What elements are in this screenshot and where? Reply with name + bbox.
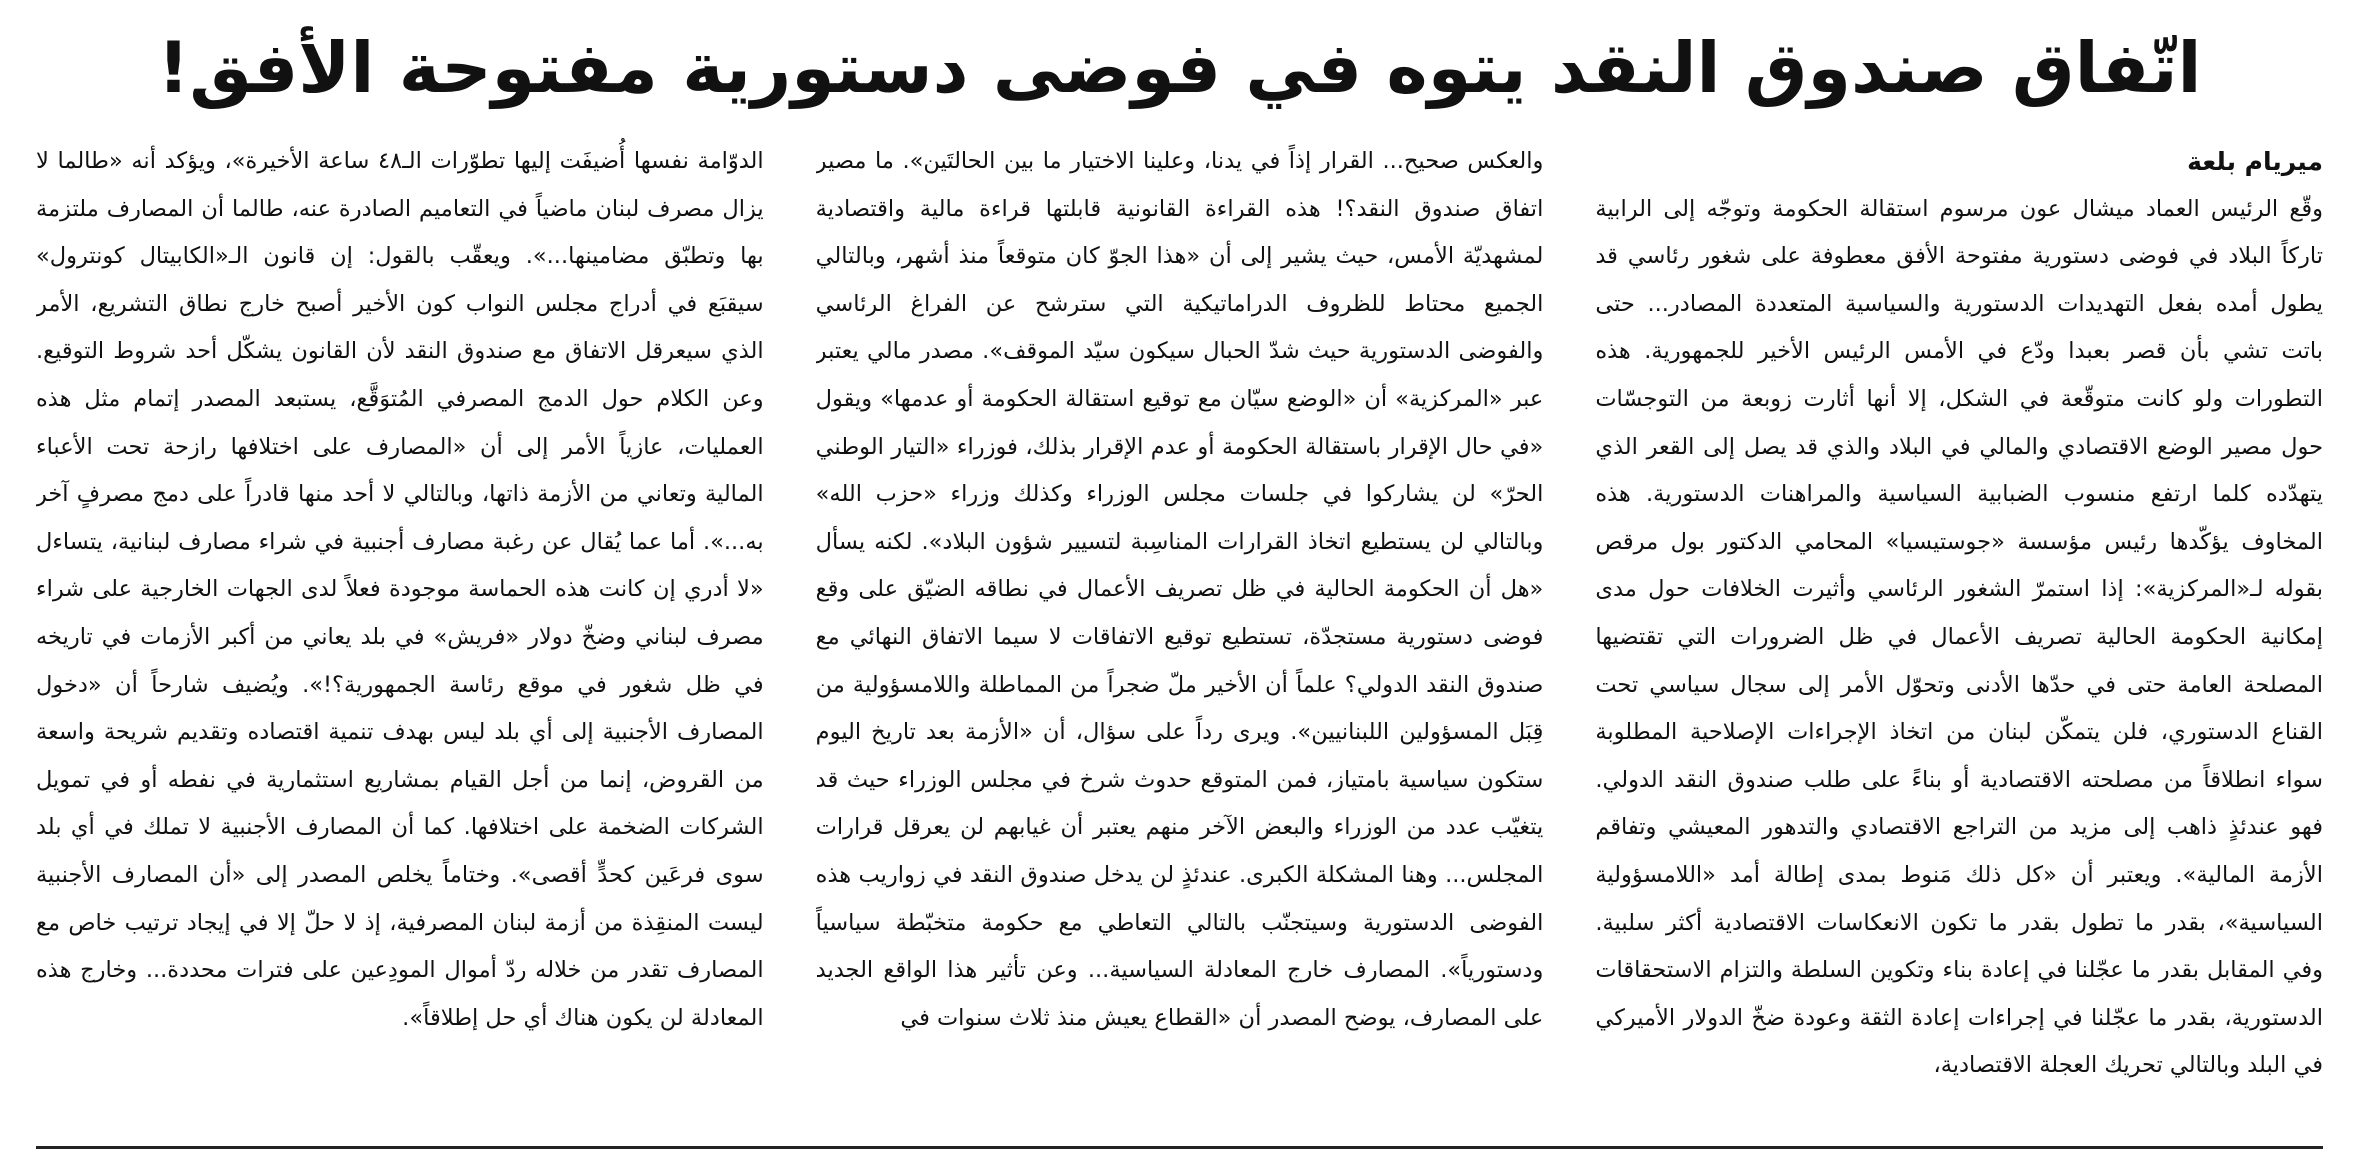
article-paragraph: والعكس صحيح... القرار إذاً في يدنا، وعلينا الاختيار ما بين الحالتَين». ما مصير اتفاق صندوق النقد؟! هذه القراءة القانونية قابلتها قراءة مالية واقتصادية لمشهديّة الأمس، حيث يشير إلى أن «هذا الجوّ كان متوقعاً منذ أشهر، وبالتالي الجميع محتاط للظروف الدراماتيكية التي سترشح عن الفراغ الرئاسي والفوضى الدستورية حيث شدّ الحبال سيكون سيّد الموقف». مصدر مالي يعتبر عبر «المركزية» أن «الوضع سيّان مع توقيع استقالة الحكومة أو عدمها» ويقول «في حال الإقرار باستقالة الحكومة أو عدم الإقرار بذلك، فوزراء «التيار الوطني الحرّ» لن يشاركوا في جلسات مجلس الوزراء وكذلك وزراء «حزب الله» وبالتالي لن يستطيع اتخاذ القرارات المناسِبة لتسيير شؤون البلاد». لكنه يسأل «هل أن الحكومة الحالية في ظل تصريف الأعمال في نطاقه الضيّق على وقع فوضى دستورية مستجدّة، تستطيع توقيع الاتفاقات لا سيما الاتفاق النهائي مع صندوق النقد الدولي؟ علماً أن الأخير ملّ ضجراً من المماطلة واللامسؤولية من قِبَل المسؤولين اللبنانيين». ويرى رداً على سؤال، أن «الأزمة بعد تاريخ اليوم ستكون سياسية بامتياز، فمن المتوقع حدوث شرخ في مجلس الوزراء حيث قد يتغيّب عدد من الوزراء والبعض الآخر منهم يعتبر أن غيابهم لن يعرقل قرارات المجلس... وهنا المشكلة الكبرى. عندئذٍ لن يدخل صندوق النقد في زواريب هذه الفوضى الدستورية وسيتجنّب بالتالي التعاطي مع حكومة متخبّطة سياسياً ودستورياً». المصارف خارج المعادلة السياسية... وعن تأثير هذا الواقع الجديد على المصارف، يوضح المصدر أن «القطاع يعيش منذ ثلاث سنوات في (815, 148, 1544, 1031)
article-column-right (1595, 138, 2323, 1128)
article-headline: اتّفاق صندوق النقد يتوه في فوضى دستورية مفتوحة الأفق! (157, 27, 2202, 109)
article-paragraph: وقّع الرئيس العماد ميشال عون مرسوم استقالة الحكومة وتوجّه إلى الرابية تاركاً البلاد في فوضى دستورية مفتوحة الأفق معطوفة على شغور رئاسي قد يطول أمده بفعل التهديدات الدستورية والسياسية المتعددة المصادر... حتى باتت تشي بأن قصر بعبدا ودّع في الأمس الرئيس الأخير للجمهورية. هذه التطورات ولو كانت متوقّعة في الشكل، إلا أنها أثارت زوبعة من التوجسّات حول مصير الوضع الاقتصادي والمالي في البلاد والذي قد يصل إلى القعر الذي يتهدّده كلما ارتفع منسوب الضبابية السياسية والمراهنات الدستورية. هذه المخاوف يؤكّدها رئيس مؤسسة «جوستيسيا» المحامي الدكتور بول مرقص بقوله لـ«المركزية»: إذا استمرّ الشغور الرئاسي وأثيرت الخلافات حول مدى إمكانية الحكومة الحالية تصريف الأعمال في ظل الضرورات التي تقتضيها المصلحة العامة حتى في حدّها الأدنى وتحوّل الأمر إلى سجال سياسي تحت القناع الدستوري، فلن يتمكّن لبنان من اتخاذ الإجراءات الإصلاحية المطلوبة سواء انطلاقاً من مصلحته الاقتصادية أو بناءً على طلب صندوق النقد الدولي. فهو عندئذٍ ذاهب إلى مزيد من التراجع الاقتصادي والتدهور المعيشي وتفاقم الأزمة المالية». ويعتبر أن «كل ذلك مَنوط بمدى إطالة أمد «اللامسؤولية السياسية»، بقدر ما تطول بقدر ما تكون الانعكاسات الاقتصادية أكثر سلبية. وفي المقابل بقدر ما عجّلنا في إعادة بناء وتكوين السلطة والتزام الاستحقاقات الدستورية، بقدر ما عجّلنا في إجراءات إعادة الثقة وعودة ضخّ الدولار الأميركي في البلد وبالتالي تحريك العجلة الاقتصادية، (1595, 195, 2323, 1079)
article-paragraph: الدوّامة نفسها أُضيفَت إليها تطوّرات الـ٤٨ ساعة الأخيرة»، ويؤكد أنه «طالما لا يزال مصرف لبنان ماضياً في التعاميم الصادرة عنه، طالما أن المصارف ملتزمة بها وتطبّق مضامينها...». ويعقّب بالقول: إن قانون الـ«الكابيتال كونترول» سيقبَع في أدراج مجلس النواب كون الأخير أصبح خارج نطاق التشريع، الأمر الذي سيعرقل الاتفاق مع صندوق النقد لأن القانون يشكّل أحد شروط التوقيع. وعن الكلام حول الدمج المصرفي المُتوَقَّع، يستبعد المصدر إتمام مثل هذه العمليات، عازياً الأمر إلى أن «المصارف على اختلافها رازحة تحت الأعباء المالية وتعاني من الأزمة ذاتها، وبالتالي لا أحد منها قادراً على دمج مصرفٍ آخر به...». أما عما يُقال عن رغبة مصارف أجنبية في شراء مصارف لبنانية، يتساءل «لا أدري إن كانت هذه الحماسة موجودة فعلاً لدى الجهات الخارجية على شراء مصرف لبناني وضخّ دولار «فريش» في بلد يعاني من أكبر الأزمات في تاريخه في ظل شغور في موقع رئاسة الجمهورية؟!». ويُضيف شارحاً أن «دخول المصارف الأجنبية إلى أي بلد ليس بهدف تنمية اقتصاده وتقديم شريحة واسعة من القروض، إنما من أجل القيام بمشاريع استثمارية في نفطه أو في تمويل الشركات الضخمة على اختلافها. كما أن المصارف الأجنبية لا تملك في أي بلد سوى فرعَين كحدٍّ أقصى». وختاماً يخلص المصدر إلى «أن المصارف الأجنبية ليست المنقِذة من أزمة لبنان المصرفية، إذ لا حلّ إلا في إيجاد ترتيب خاص مع المصارف تقدر من خلاله ردّ أموال المودِعين على فترات محددة... وخارج هذه المعادلة لن يكون هناك أي حل إطلاقاً». (35, 148, 764, 1031)
article-column-middle (816, 138, 1544, 1128)
article-columns (36, 138, 2323, 1128)
bottom-divider (36, 1146, 2323, 1149)
article-byline: ميريام بلعة (2187, 147, 2323, 176)
article-column-left (36, 138, 764, 1128)
